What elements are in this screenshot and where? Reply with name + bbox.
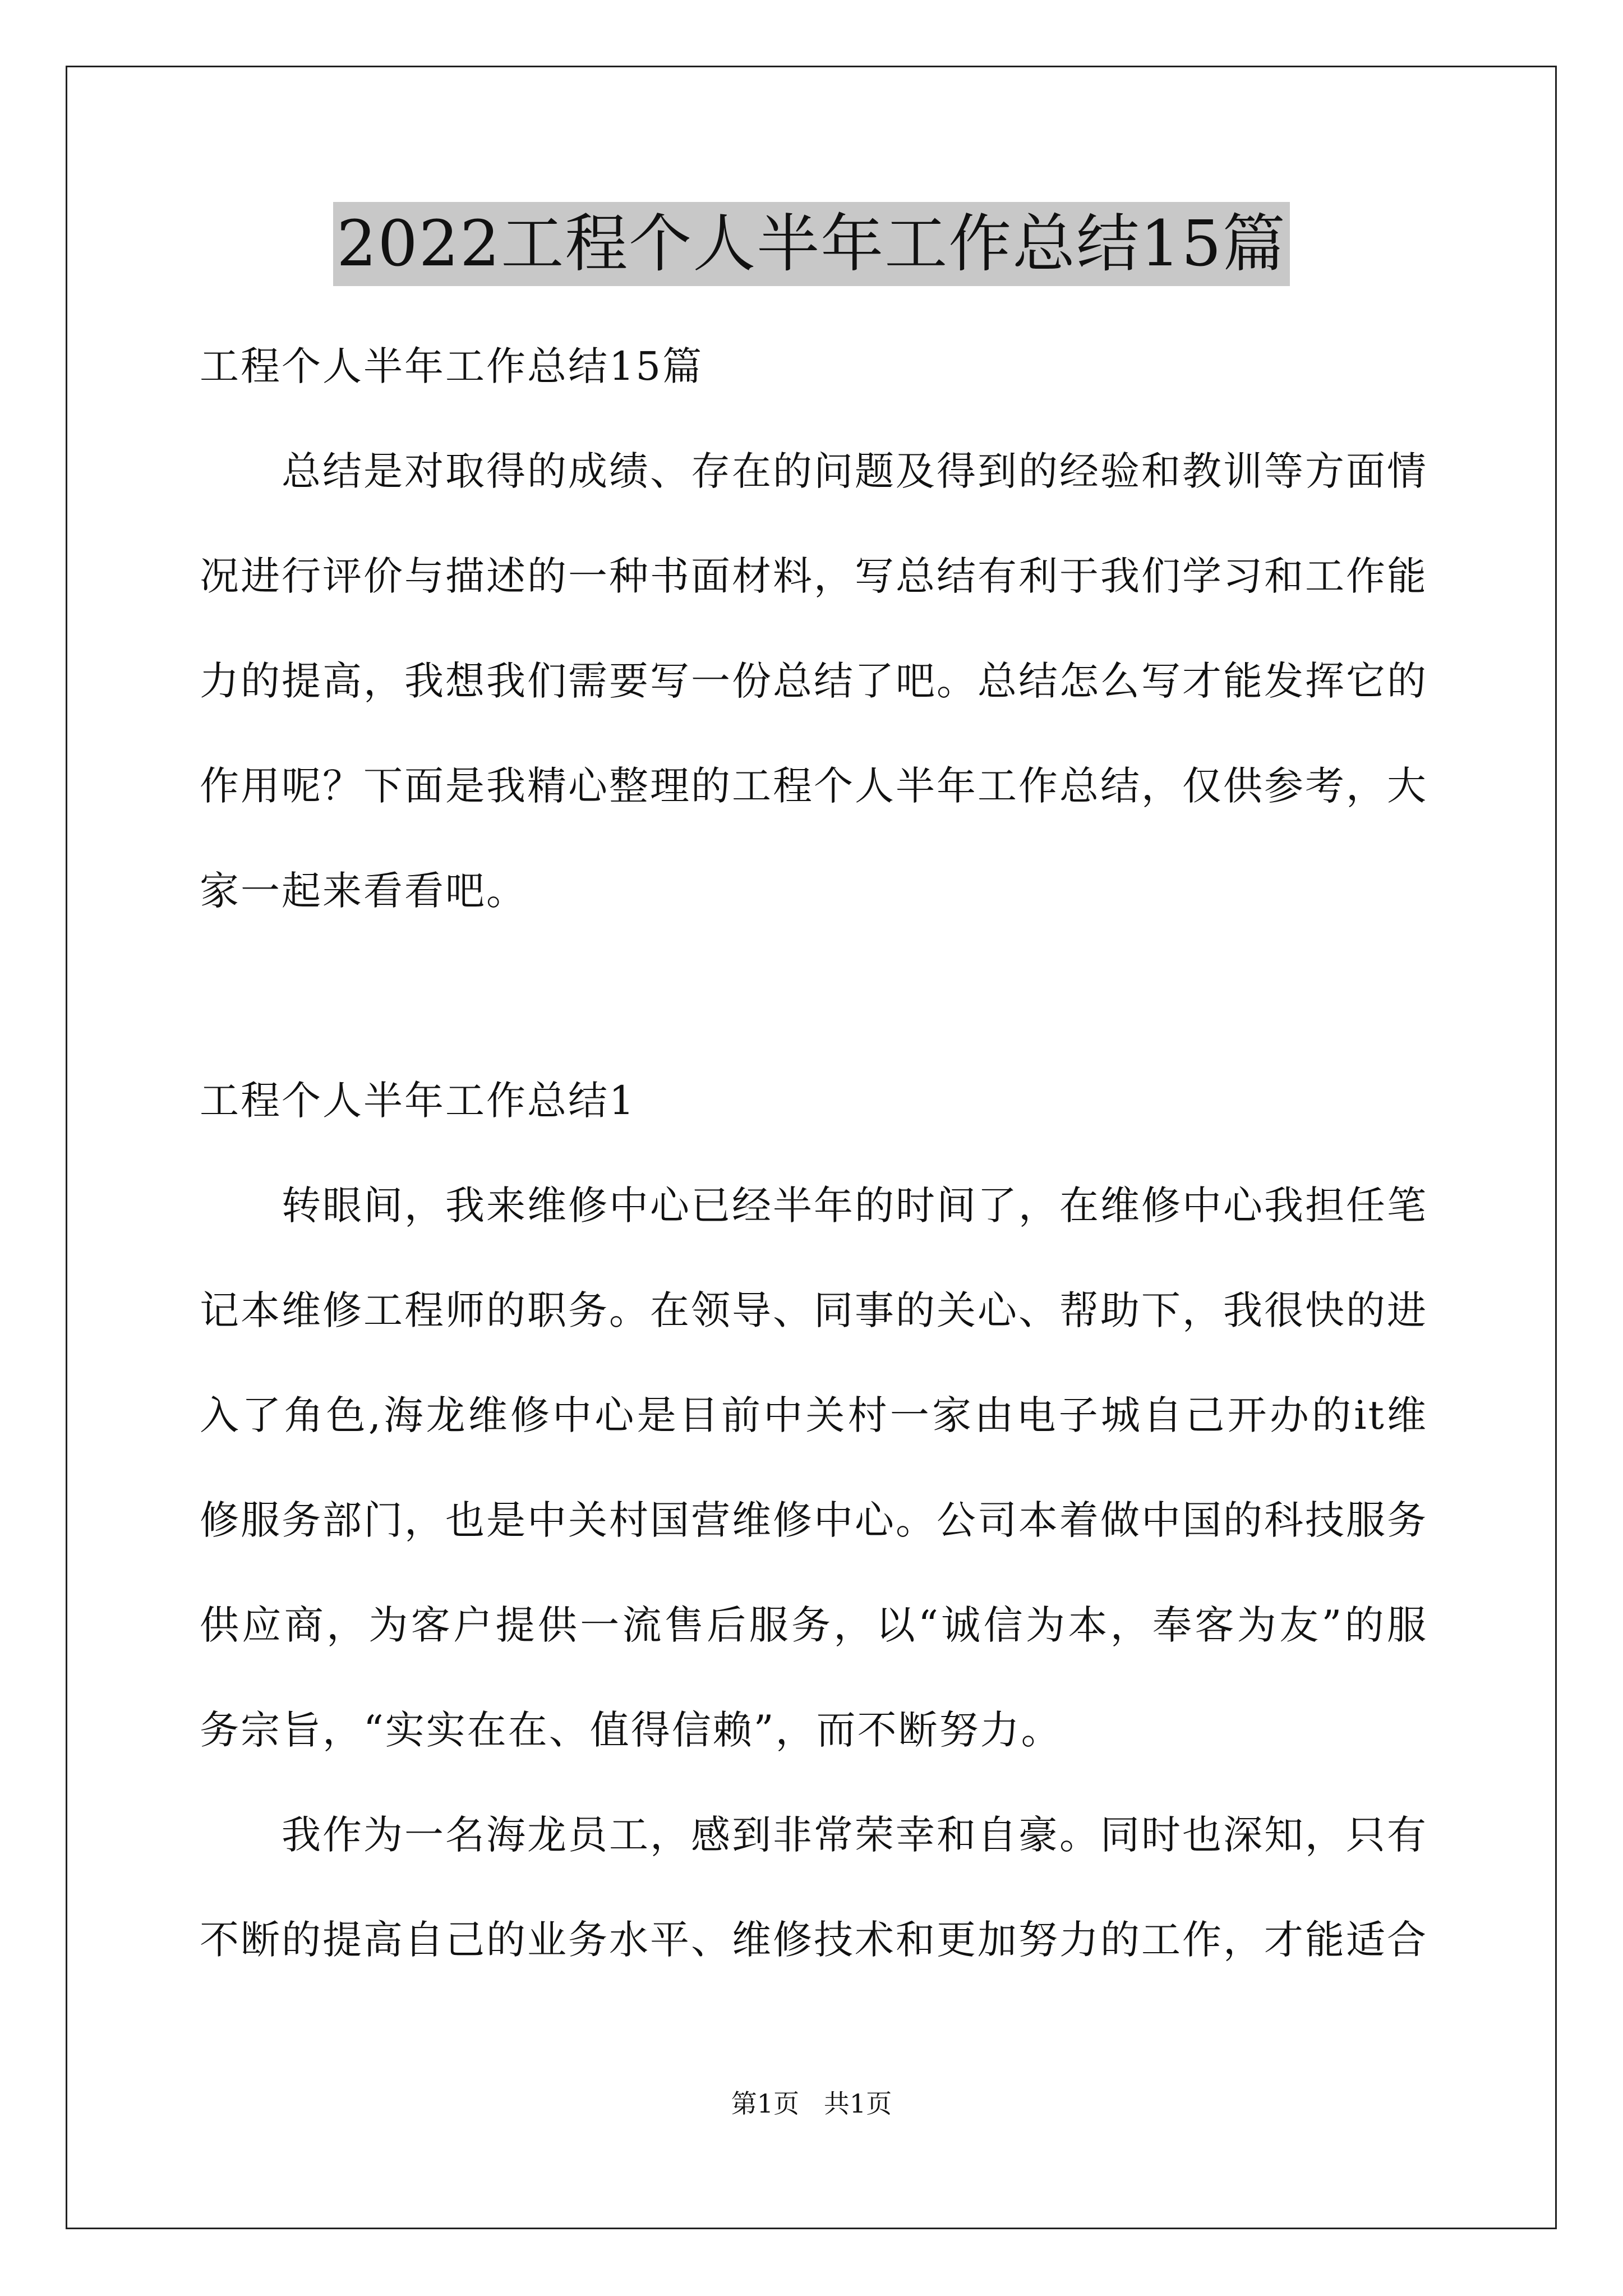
- section-1-paragraph: 我作为一名海龙员工，感到非常荣幸和自豪。同时也深知，只有不断的提高自己的业务水平、维修技术和更加努力的工作，才能适合: [200, 1812, 1428, 1963]
- section-1-paragraph: 转眼间，我来维修中心已经半年的时间了，在维修中心我担任笔记本维修工程师的职务。在领导、同事的关心、帮助下，我很快的进入了角色,海龙维修中心是目前中关村一家由电子城自己开办的it维修服务部门，也是中关村国营维修中心。公司本着做中国的科技服务供应商，为客户提供一流售后服务，以“诚信为本，奉客为友”的服务宗旨，“实实在在、值得信赖”，而不断努力。: [200, 1182, 1428, 1753]
- document-body: [200, 314, 1428, 1993]
- document-subtitle: 工程个人半年工作总结15篇: [200, 343, 704, 389]
- section-spacer: [200, 944, 1428, 1048]
- title-container: [0, 202, 1623, 286]
- intro-paragraph: 总结是对取得的成绩、存在的问题及得到的经验和教训等方面情况进行评价与描述的一种书面材料，写总结有利于我们学习和工作能力的提高，我想我们需要写一份总结了吧。总结怎么写才能发挥它的作用呢？下面是我精心整理的工程个人半年工作总结，仅供参考，大家一起来看看吧。: [200, 448, 1428, 914]
- document-title: 2022工程个人半年工作总结15篇: [333, 202, 1290, 286]
- section-1-heading: 工程个人半年工作总结1: [200, 1078, 636, 1124]
- page-number-footer: 第1页 共1页: [731, 2088, 892, 2119]
